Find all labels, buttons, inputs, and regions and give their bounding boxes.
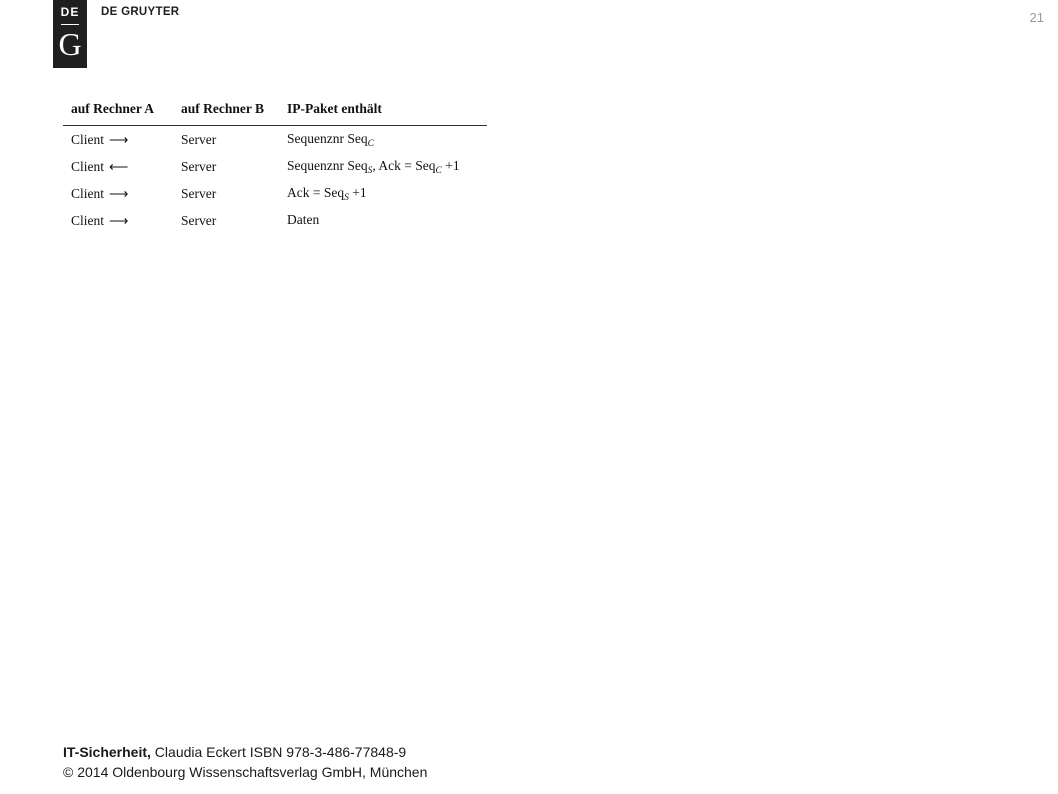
cell-packet-content (279, 180, 487, 207)
book-citation: Claudia Eckert ISBN 978-3-486-77848-9 (150, 744, 407, 760)
citation-footer (63, 742, 427, 782)
column-header-ip-paket: IP-Paket enthält (279, 100, 487, 126)
publisher-name: DE GRUYTER (101, 6, 180, 18)
page-number: 21 (1029, 10, 1044, 25)
packet-text: Sequenznr Seq (287, 158, 368, 173)
cell-rechner-b: Server (181, 213, 217, 228)
column-header-rechner-b: auf Rechner B (173, 100, 279, 126)
cell-packet-content (279, 207, 487, 234)
packet-subscript: S (367, 166, 373, 176)
table-header-row (63, 100, 487, 126)
packet-subscript: C (367, 139, 374, 149)
packet-text: Sequenznr Seq (287, 131, 368, 146)
citation-line (63, 742, 427, 762)
table-row (63, 207, 487, 234)
cell-packet-content (279, 126, 487, 154)
right-arrow-icon: ⟶ (109, 132, 129, 147)
copyright-line: © 2014 Oldenbourg Wissenschaftsverlag GmbH, München (63, 764, 428, 780)
table-row (63, 126, 487, 154)
packet-text: +1 (441, 158, 460, 173)
right-arrow-icon: ⟶ (109, 213, 129, 228)
logo-divider (61, 24, 79, 25)
cell-rechner-a (63, 180, 173, 207)
cell-rechner-a (63, 153, 173, 180)
cell-rechner-b: Server (181, 159, 217, 174)
logo-de-text: DE (60, 5, 80, 19)
host-label: Client (71, 132, 104, 147)
logo-g-text: G (58, 26, 82, 62)
cell-packet-content (279, 153, 487, 180)
tcp-handshake-table (63, 100, 487, 234)
packet-subscript: S (344, 193, 349, 203)
cell-rechner-b: Server (181, 186, 217, 201)
table-row (63, 180, 487, 207)
publisher-logo (53, 0, 87, 68)
packet-text: , Ack = Seq (372, 158, 436, 173)
left-arrow-icon: ⟵ (109, 159, 129, 174)
host-label: Client (71, 159, 104, 174)
packet-text: Daten (287, 212, 320, 227)
host-label: Client (71, 213, 104, 228)
column-header-rechner-a: auf Rechner A (63, 100, 173, 126)
cell-rechner-a (63, 126, 173, 154)
packet-subscript: C (435, 166, 442, 176)
right-arrow-icon: ⟶ (109, 186, 129, 201)
table-row (63, 153, 487, 180)
cell-rechner-b: Server (181, 132, 217, 147)
host-label: Client (71, 186, 104, 201)
book-title: IT-Sicherheit, (63, 744, 151, 760)
packet-text: Ack = Seq (287, 185, 345, 200)
packet-text: +1 (348, 185, 367, 200)
cell-rechner-a (63, 207, 173, 234)
